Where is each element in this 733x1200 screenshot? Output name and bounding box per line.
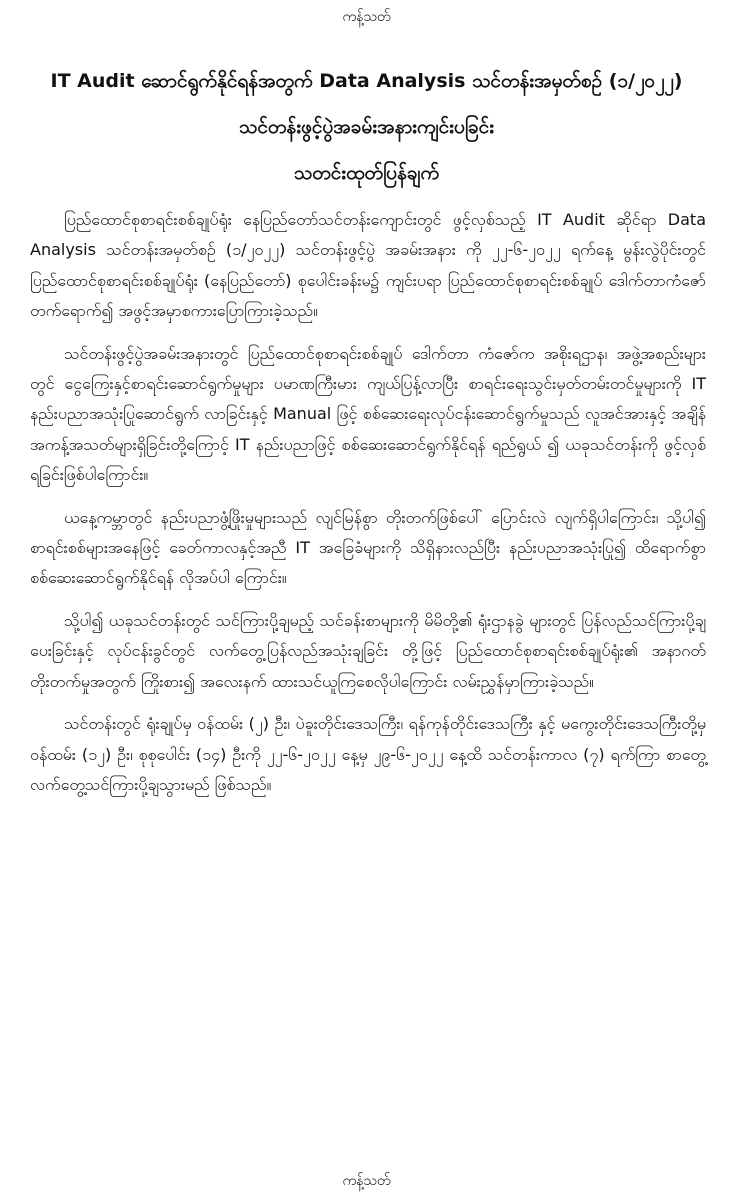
paragraph-guidance: သို့ပါ၍ ယခုသင်တန်းတွင် သင်ကြားပို့ချမည့် သင်ခန်းစာများကို မိမိတို့၏ ရုံးဌာနခွဲ များတွင် ပြန်လည်သင်ကြားပို့ချပေးခြင်းနှင့် လုပ်ငန်းခွင်တွင် လက်တွေ့ပြန်လည်အသုံးချခြင်း တို့ဖြင့် ပြည်ထောင်စုစာရင်းစစ်ချုပ်ရုံး၏ အနာဂတ်တိုးတက်မှုအတွက် ကြိုးစား၍ အလေးနက် ထားသင်ယူကြစေလိုပါကြောင်း လမ်းညွှန်မှာကြားခဲ့သည်။: [30, 610, 706, 691]
document-body: [30, 205, 706, 812]
document-subtitle: သင်တန်းဖွင့်ပွဲအခမ်းအနားကျင်းပခြင်း: [238, 116, 495, 138]
footer-restricted-marker: ကန့်သတ်: [342, 1173, 391, 1189]
document-title: IT Audit ဆောင်ရွက်နိုင်ရန်အတွက် Data Analysis သင်တန်းအမှတ်စဉ် (၁/၂၀၂၂): [50, 70, 683, 92]
paragraph-technology: ယနေ့ကမ္ဘာတွင် နည်းပညာဖွံ့ဖြိုးမှုများသည် လျင်မြန်စွာ တိုးတက်ဖြစ်ပေါ် ပြောင်းလဲ လျက်ရှိပါကြောင်း၊ သို့ပါ၍ စာရင်းစစ်များအနေဖြင့် ခေတ်ကာလနှင့်အညီ IT အခြေခံများကို သိရှိနားလည်ပြီး နည်းပညာအသုံးပြု၍ ထိရောက်စွာစစ်ဆေးဆောင်ရွက်နိုင်ရန် လိုအပ်ပါ ကြောင်း။: [30, 507, 706, 588]
paragraph-opening-speech: သင်တန်းဖွင့်ပွဲအခမ်းအနားတွင် ပြည်ထောင်စုစာရင်းစစ်ချုပ် ဒေါက်တာ ကံဇော်က အစိုးရဌာန၊ အဖွဲ့အစည်းများတွင် ငွေကြေးနှင့်စာရင်းဆောင်ရွက်မှုများ ပမာဏကြီးမား ကျယ်ပြန့်လာပြီး စာရင်းရေးသွင်းမှတ်တမ်းတင်မှုများကို IT နည်းပညာအသုံးပြုဆောင်ရွက် လာခြင်းနှင့် Manual ဖြင့် စစ်ဆေးရေးလုပ်ငန်းဆောင်ရွက်မှုသည် လူအင်အားနှင့် အချိန် အကန့်အသတ်များရှိခြင်းတို့ကြောင့် IT နည်းပညာဖြင့် စစ်ဆေးဆောင်ရွက်နိုင်ရန် ရည်ရွယ် ၍ ယခုသင်တန်းကို ဖွင့်လှစ်ရခြင်းဖြစ်ပါကြောင်း။: [30, 343, 706, 485]
paragraph-attendees: သင်တန်းတွင် ရုံးချုပ်မှ ဝန်ထမ်း (၂) ဦး၊ ပဲခူးတိုင်းဒေသကြီး၊ ရန်ကုန်တိုင်းဒေသကြီး နှင့် မကွေးတိုင်းဒေသကြီးတို့မှ ဝန်ထမ်း (၁၂) ဦး၊ စုစုပေါင်း (၁၄) ဦးကို ၂၂-၆-၂၀၂၂ နေ့မှ ၂၉-၆-၂၀၂၂ နေ့ထိ သင်တန်းကာလ (၇) ရက်ကြာ စာတွေ့လက်တွေ့သင်ကြားပို့ချသွားမည် ဖြစ်သည်။: [30, 714, 706, 794]
press-release-heading: သတင်းထုတ်ပြန်ချက်: [293, 162, 440, 184]
paragraph-opening-ceremony: ပြည်ထောင်စုစာရင်းစစ်ချုပ်ရုံး နေပြည်တော်သင်တန်းကျောင်းတွင် ဖွင့်လှစ်သည့် IT Audit ဆိုင်ရာ Data Analysis သင်တန်းအမှတ်စဉ် (၁/၂၀၂၂) သင်တန်းဖွင့်ပွဲ အခမ်းအနား ကို ၂၂-၆-၂၀၂၂ ရက်နေ့ မွန်းလွဲပိုင်းတွင် ပြည်ထောင်စုစာရင်းစစ်ချုပ်ရုံး (နေပြည်တော်) စုပေါင်းခန်းမ၌ ကျင်းပရာ ပြည်ထောင်စုစာရင်းစစ်ချုပ် ဒေါက်တာကံဇော် တက်ရောက်၍ အဖွင့်အမှာစကားပြောကြားခဲ့သည်။: [30, 210, 706, 321]
header-restricted-marker: ကန့်သတ်: [342, 9, 391, 25]
